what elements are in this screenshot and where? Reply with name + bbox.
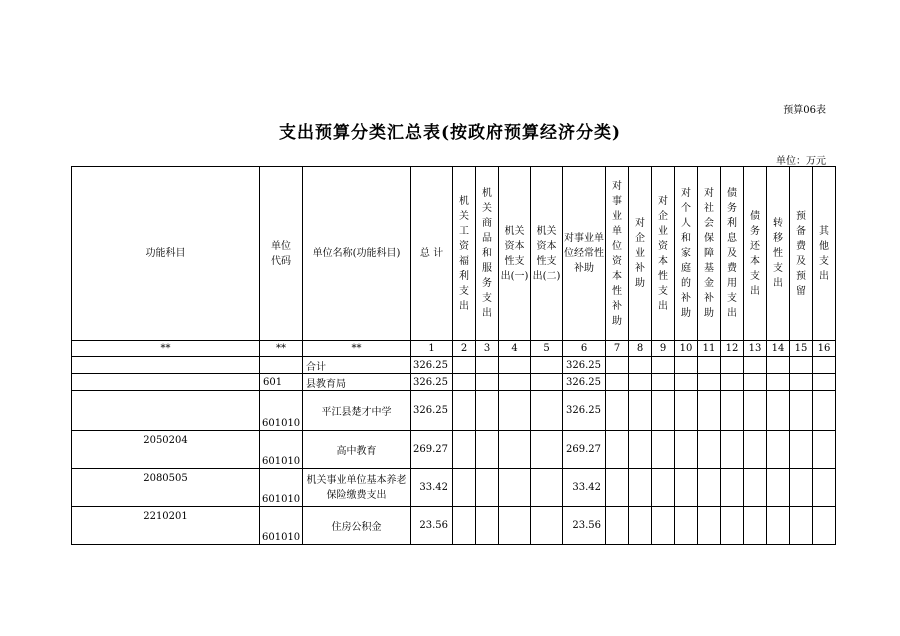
amount-cell: 326.25 [563,391,606,431]
header-cell: 对事业单位经常性补助 [563,167,606,341]
header-cell: 债务利息及费用支出 [721,167,744,341]
code-cell: 601010 [260,469,303,507]
total-cell: 23.56 [411,507,453,545]
index-cell: 3 [476,341,499,357]
subject-cell [72,391,260,431]
page-title: 支出预算分类汇总表(按政府预算经济分类) [278,123,622,143]
header-cell: 对企业资本性支出 [652,167,675,341]
table-row [72,431,836,469]
code-cell: 601010 [260,507,303,545]
index-cell: 12 [721,341,744,357]
code-cell: 601010 [260,431,303,469]
subject-cell [72,374,260,391]
name-cell: 机关事业单位基本养老保险缴费支出 [303,469,411,507]
amount-cell: 326.25 [563,357,606,374]
index-cell: 13 [744,341,767,357]
index-cell: 2 [453,341,476,357]
table-row [72,374,836,391]
header-cell: 转移性支出 [767,167,790,341]
header-cell: 单位代码 [260,167,303,341]
form-number: 预算06表 [783,105,826,116]
header-cell: 机关资本性支出(二) [531,167,563,341]
total-cell: 269.27 [411,431,453,469]
unit-label: 单位：万元 [776,156,826,167]
amount-cell: 269.27 [563,431,606,469]
name-cell: 合计 [303,357,411,374]
total-cell: 326.25 [411,391,453,431]
header-cell: 机关商品和服务支出 [476,167,499,341]
header-cell: 对企业补助 [629,167,652,341]
table-row [72,391,836,431]
name-cell: 高中教育 [303,431,411,469]
header-cell: 总 计 [411,167,453,341]
name-cell: 住房公积金 [303,507,411,545]
subject-cell [72,357,260,374]
header-row [72,167,836,341]
code-cell: 601 [260,374,303,391]
header-cell: 机关资本性支出(一) [499,167,531,341]
budget-table [71,166,836,545]
index-cell: 8 [629,341,652,357]
index-cell: 9 [652,341,675,357]
total-cell: 326.25 [411,357,453,374]
subject-cell: 2050204 [72,431,260,469]
header-cell: 机关工资福利支出 [453,167,476,341]
name-cell: 平江县楚才中学 [303,391,411,431]
index-cell: 16 [813,341,836,357]
amount-cell: 33.42 [563,469,606,507]
table-row [72,357,836,374]
header-cell: 对个人和家庭的补助 [675,167,698,341]
header-cell: 对事业单位资本性补助 [606,167,629,341]
table-row [72,507,836,545]
subject-cell: 2080505 [72,469,260,507]
header-cell: 单位名称(功能科目) [303,167,411,341]
table-row [72,469,836,507]
index-cell: 4 [499,341,531,357]
index-cell: 5 [531,341,563,357]
code-cell: 601010 [260,391,303,431]
index-cell: 10 [675,341,698,357]
total-cell: 326.25 [411,374,453,391]
header-cell: 功能科目 [72,167,260,341]
code-cell [260,357,303,374]
header-cell: 预备费及预留 [790,167,813,341]
index-row [72,341,836,357]
subject-cell: 2210201 [72,507,260,545]
amount-cell: 326.25 [563,374,606,391]
index-cell: 11 [698,341,721,357]
name-cell: 县教育局 [303,374,411,391]
total-cell: 33.42 [411,469,453,507]
index-cell: ** [303,341,411,357]
index-cell: 15 [790,341,813,357]
amount-cell: 23.56 [563,507,606,545]
header-cell: 债务还本支出 [744,167,767,341]
index-cell: 7 [606,341,629,357]
index-cell: ** [260,341,303,357]
index-cell: 6 [563,341,606,357]
index-cell: 1 [411,341,453,357]
index-cell: 14 [767,341,790,357]
index-cell: ** [72,341,260,357]
header-cell: 对社会保障基金补助 [698,167,721,341]
header-cell: 其他支出 [813,167,836,341]
